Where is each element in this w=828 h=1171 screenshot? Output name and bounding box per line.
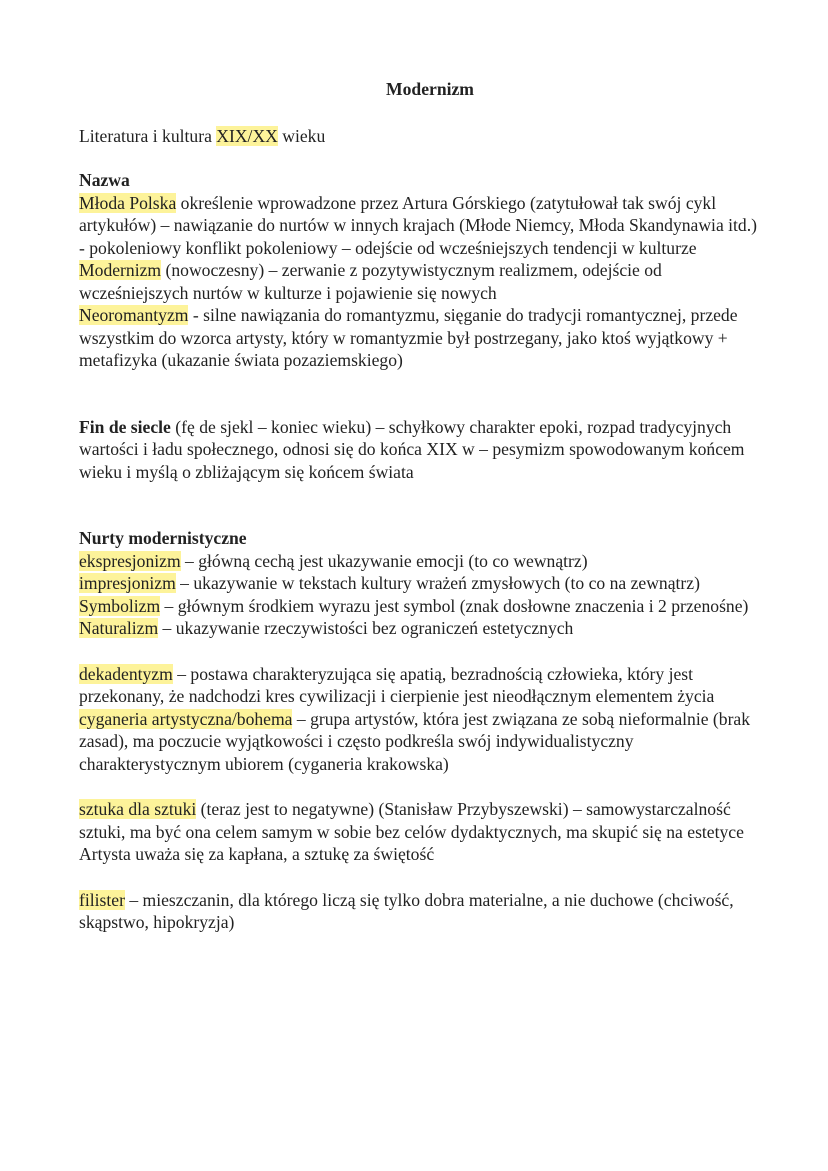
entry-cyganeria (79, 708, 759, 776)
definition-dekadentyzm: – postawa charakteryzująca się apatią, bezradnością człowieka, który jest przekonany, że nadchodzi kres cywilizacji i cierpienie jest nieodłącznym elementem życia (79, 663, 715, 706)
entry-filister (79, 889, 759, 934)
definition-modernizm: (nowoczesny) – zerwanie z pozytywistycznym realizmem, odejście od wcześniejszych nurtów w kulturze i pojawienie się nowych (79, 260, 662, 303)
term-ekspresjonizm: ekspresjonizm (79, 550, 181, 571)
section-heading-nazwa: Nazwa (79, 170, 130, 190)
definition-ekspresjonizm: – główną cechą jest ukazywanie emocji (to co wewnątrz) (180, 550, 588, 571)
section-dekadentyzm-cyganeria (79, 663, 759, 776)
subtitle-highlight: XIX/XX (216, 125, 278, 146)
definition-neoromantyzm: - silne nawiązania do romantyzmu, sięganie do tradycji romantycznej, przede wszystkim do wzorca artysty, który w romantyzmie był postrzegany, jako ktoś wyjątkowy + metafizyka (ukazanie świata pozaziemskiego) (79, 305, 738, 370)
section-heading-nurty: Nurty modernistyczne (79, 528, 247, 548)
term-sztuka-dla-sztuki: sztuka dla sztuki (79, 799, 197, 819)
entry-fin-de-siecle (79, 416, 759, 484)
subtitle-after: wieku (277, 125, 326, 146)
entry-neoromantyzm (79, 304, 759, 372)
entry-dekadentyzm (79, 663, 759, 708)
entry-sztuka-dla-sztuki (79, 798, 759, 843)
section-fin-de-siecle (79, 416, 759, 484)
section-nurty (79, 527, 759, 640)
definition-mloda-polska: określenie wprowadzone przez Artura Górskiego (zatytułował tak swój cykl artykułów) – nawiązanie do nurtów w innych krajach (Młode Niemcy, Młoda Skandynawia itd.) - pokoleniowy konflikt pokoleniowy – odejście od wcześniejszych tendencji w kulturze (79, 192, 757, 258)
section-nazwa (79, 169, 759, 372)
term-fin-de-siecle: Fin de siecle (79, 416, 171, 437)
definition-naturalizm: – ukazywanie rzeczywistości bez ograniczeń estetycznych (158, 618, 574, 638)
term-naturalizm: Naturalizm (79, 618, 159, 638)
term-dekadentyzm: dekadentyzm (79, 663, 173, 684)
definition-cyganeria: – grupa artystów, która jest związana ze sobą nieformalnie (brak zasad), ma poczucie wyjątkowości i często podkreśla swój indywidualistyczny charakterystycznym ubiorem (cyganeria krakowska) (79, 708, 751, 774)
entry-naturalizm (79, 617, 759, 640)
term-symbolizm: Symbolizm (79, 595, 161, 616)
entry-mloda-polska (79, 192, 759, 260)
document-page (79, 78, 759, 934)
definition-symbolizm: – głównym środkiem wyrazu jest symbol (znak dosłowne znaczenia i 2 przenośne) (160, 595, 749, 616)
page-title: Modernizm (386, 79, 474, 99)
entry-symbolizm (79, 595, 759, 618)
term-modernizm: Modernizm (79, 260, 162, 280)
entry-impresjonizm (79, 572, 759, 595)
term-neoromantyzm: Neoromantyzm (79, 305, 189, 325)
term-mloda-polska: Młoda Polska (79, 192, 177, 213)
definition-fin-de-siecle: (fę de sjekl – koniec wieku) – schyłkowy charakter epoki, rozpad tradycyjnych wartości i ładu społecznego, odnosi się do końca XIX w – pesymizm spowodowanym końcem wieku i myślą o zbliżającym się końcem świata (79, 416, 745, 482)
definition-sztuka-dla-sztuki: (teraz jest to negatywne) (Stanisław Przybyszewski) – samowystarczalność sztuki, ma być ona celem samym w sobie bez celów dydaktycznych, ma skupić się na estetyce (79, 799, 744, 842)
section-sztuka-dla-sztuki (79, 798, 759, 866)
subtitle-before: Literatura i kultura (79, 125, 217, 146)
section-filister (79, 889, 759, 934)
note-artysta: Artysta uważa się za kapłana, a sztukę za świętość (79, 844, 435, 864)
subtitle (79, 125, 759, 148)
term-impresjonizm: impresjonizm (79, 573, 176, 593)
term-filister: filister (79, 889, 125, 910)
definition-filister: – mieszczanin, dla którego liczą się tylko dobra materialne, a nie duchowe (chciwość, skąpstwo, hipokryzja) (79, 889, 734, 932)
definition-impresjonizm: – ukazywanie w tekstach kultury wrażeń zmysłowych (to co na zewnątrz) (175, 573, 700, 593)
entry-ekspresjonizm (79, 550, 759, 573)
term-cyganeria: cyganeria artystyczna/bohema (79, 708, 293, 729)
entry-modernizm (79, 259, 759, 304)
